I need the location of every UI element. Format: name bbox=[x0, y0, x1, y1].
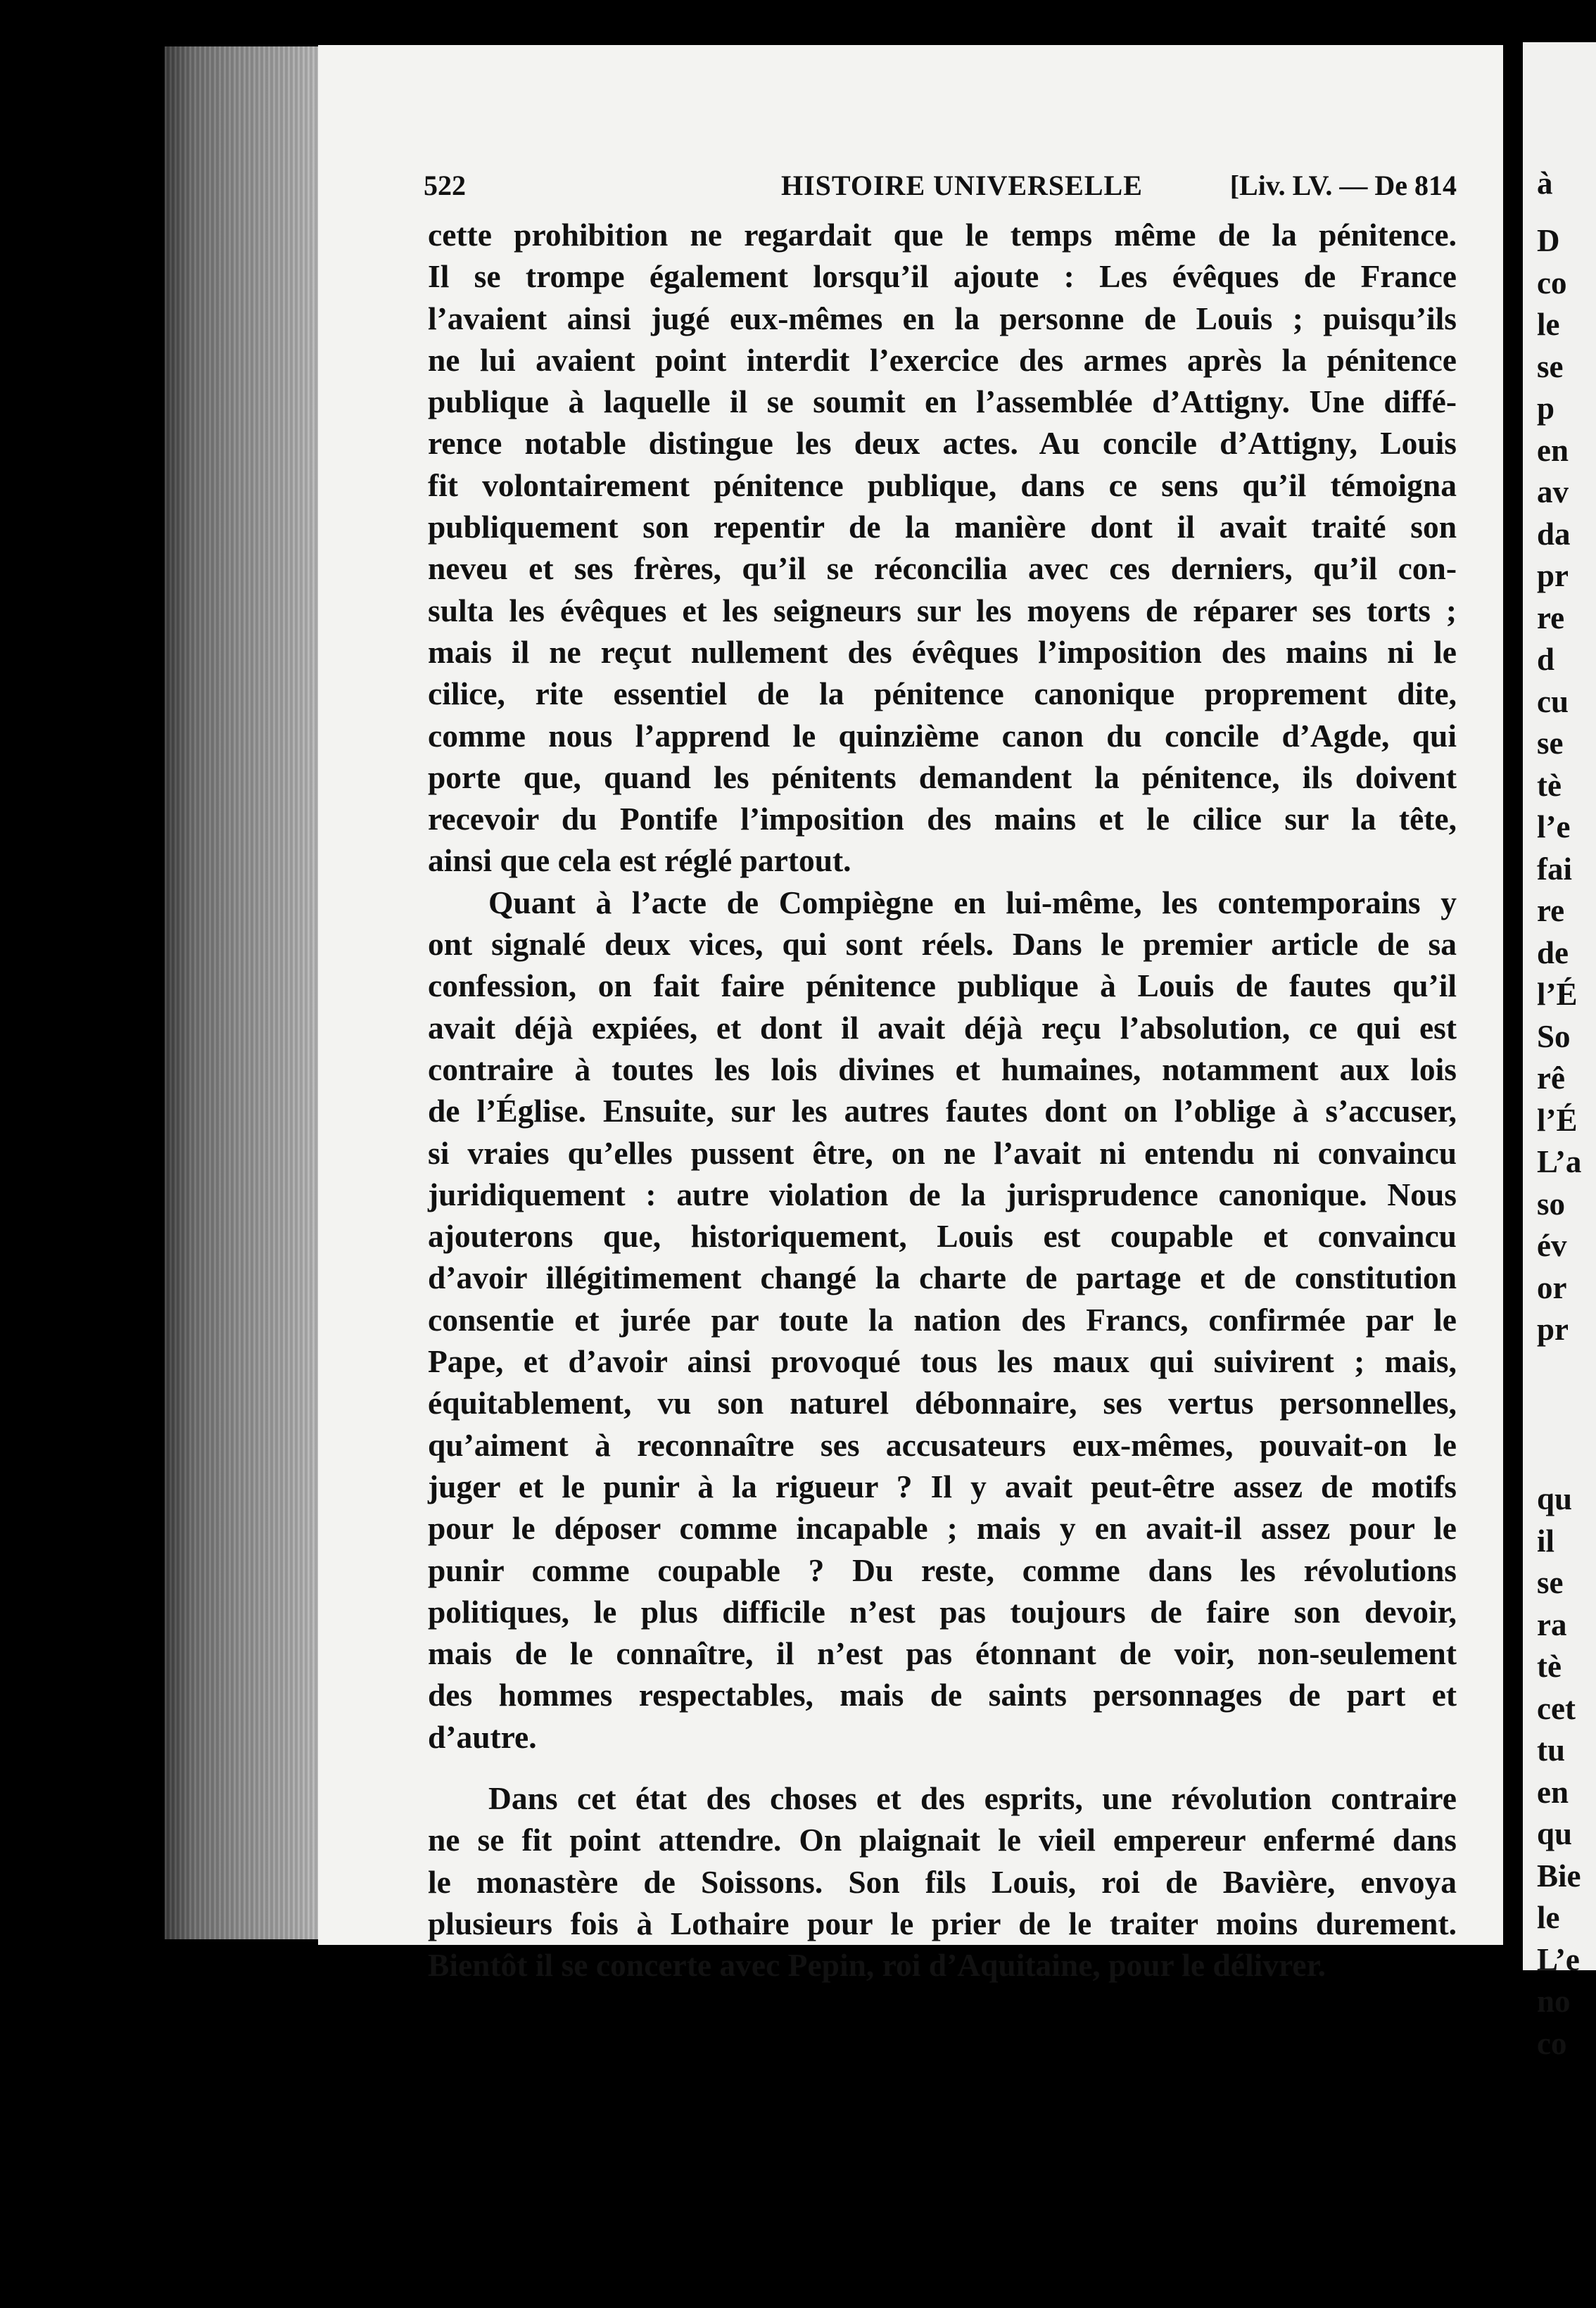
facing-page-fragment: l’É bbox=[1537, 1102, 1578, 1138]
text-line: équitablement, vu son naturel débonnaire, ses vertus personnelles, bbox=[428, 1385, 1457, 1421]
text-line: d’autre. bbox=[428, 1718, 537, 1755]
facing-page-fragment: l’e bbox=[1537, 809, 1571, 844]
facing-page-fragment: le bbox=[1537, 307, 1560, 342]
facing-page-fragment: d bbox=[1537, 642, 1555, 677]
facing-page-fragment: cet bbox=[1537, 1690, 1576, 1726]
text-line: d’avoir illégitimement changé la charte de partage et de constitution bbox=[428, 1260, 1457, 1296]
text-line: juger et le punir à la rigueur ? Il y avait peut-être assez de motifs bbox=[428, 1468, 1457, 1504]
facing-page-fragment: or bbox=[1537, 1269, 1567, 1305]
text-line: l’avaient ainsi jugé eux-mêmes en la personne de Louis ; puisqu’ils bbox=[428, 300, 1457, 336]
facing-page-fragment: pr bbox=[1537, 1312, 1569, 1347]
page-body bbox=[428, 214, 1457, 1986]
facing-page-fragment: se bbox=[1537, 348, 1564, 384]
paragraph-gap bbox=[428, 1758, 1457, 1777]
facing-page-fragment: So bbox=[1537, 1018, 1571, 1054]
facing-page-fragment: ra bbox=[1537, 1606, 1567, 1642]
text-line: recevoir du Pontife l’imposition des mains et le cilice sur la tête, bbox=[428, 801, 1457, 837]
facing-page-fragment: co bbox=[1537, 2025, 1567, 2061]
book-gutter bbox=[165, 46, 324, 1939]
facing-page-fragment: se bbox=[1537, 1565, 1564, 1600]
facing-page-fragment: L’a bbox=[1537, 1144, 1582, 1179]
text-line: pour le déposer comme incapable ; mais y en avait-il assez pour le bbox=[428, 1510, 1457, 1547]
text-line: confession, on fait faire pénitence publique à Louis de fautes qu’il bbox=[428, 968, 1457, 1004]
facing-page-fragment: se bbox=[1537, 725, 1564, 761]
text-line: publique à laquelle il se soumit en l’assemblée d’Attigny. Une diffé- bbox=[428, 383, 1457, 420]
text-line: mais de le connaître, il n’est pas étonnant de voir, non-seulement bbox=[428, 1635, 1457, 1672]
text-line: qu’aiment à reconnaître ses accusateurs eux-mêmes, pouvait-on le bbox=[428, 1426, 1457, 1463]
text-line: cilice, rite essentiel de la pénitence canonique proprement dite, bbox=[428, 676, 1457, 712]
text-line: publiquement son repentir de la manière dont il avait traité son bbox=[428, 509, 1457, 545]
text-line: ont signalé deux vices, qui sont réels. Dans le premier article de sa bbox=[428, 926, 1457, 963]
facing-page-fragment: so bbox=[1537, 1186, 1566, 1222]
gutter-page-edges bbox=[165, 46, 324, 1939]
paragraph bbox=[428, 882, 1457, 1758]
text-line: politiques, le plus difficile n’est pas toujours de faire son devoir, bbox=[428, 1593, 1457, 1630]
text-line: Dans cet état des choses et des esprits, une révolution contraire bbox=[488, 1780, 1457, 1816]
facing-page-fragment: fai bbox=[1537, 851, 1572, 887]
paragraph bbox=[428, 1777, 1457, 1986]
facing-page-fragment: év bbox=[1537, 1228, 1567, 1263]
facing-page-fragment: à bbox=[1537, 165, 1553, 201]
text-line: neveu et ses frères, qu’il se réconcilia avec ces derniers, qu’il con- bbox=[428, 550, 1457, 587]
facing-page-fragment: p bbox=[1537, 391, 1555, 426]
facing-page-fragment: tè bbox=[1537, 767, 1562, 803]
facing-page-fragment: il bbox=[1537, 1523, 1555, 1559]
text-line: Pape, et d’avoir ainsi provoqué tous les maux qui suivirent ; mais, bbox=[428, 1343, 1457, 1380]
text-line: sulta les évêques et les seigneurs sur les moyens de réparer ses torts ; bbox=[428, 592, 1457, 628]
text-line: ne lui avaient point interdit l’exercice des armes après la pénitence bbox=[428, 341, 1457, 378]
text-line: Quant à l’acte de Compiègne en lui-même, les contemporains y bbox=[488, 884, 1457, 920]
text-line: cette prohibition ne regardait que le temps même de la pénitence. bbox=[428, 217, 1457, 253]
facing-page-fragment: pr bbox=[1537, 558, 1569, 593]
text-line: si vraies qu’elles pussent être, on ne l’avait ni entendu ni convaincu bbox=[428, 1134, 1457, 1171]
facing-page-fragment: de bbox=[1537, 934, 1569, 970]
paragraph bbox=[428, 214, 1457, 882]
text-line: fit volontairement pénitence publique, dans ce sens qu’il témoigna bbox=[428, 467, 1457, 503]
facing-page-fragment: re bbox=[1537, 893, 1565, 928]
text-line: ajouterons que, historiquement, Louis est coupable et convaincu bbox=[428, 1218, 1457, 1255]
text-line: ne se fit point attendre. On plaignait le vieil empereur enfermé dans bbox=[428, 1822, 1457, 1858]
text-line: contraire à toutes les lois divines et humaines, notamment aux lois bbox=[428, 1051, 1457, 1087]
running-header bbox=[424, 169, 1457, 211]
facing-page-fragment: l’É bbox=[1537, 977, 1578, 1012]
facing-page-fragment: av bbox=[1537, 474, 1569, 509]
text-line: porte que, quand les pénitents demandent la pénitence, ils doivent bbox=[428, 759, 1457, 795]
text-line: mais il ne reçut nullement des évêques l’imposition des mains ni le bbox=[428, 633, 1457, 670]
facing-page-fragment: qu bbox=[1537, 1481, 1573, 1516]
text-line: consentie et jurée par toute la nation des Francs, confirmée par le bbox=[428, 1301, 1457, 1338]
text-line: punir comme coupable ? Du reste, comme dans les révolutions bbox=[428, 1552, 1457, 1588]
facing-page-fragment: L’e bbox=[1537, 1941, 1580, 1977]
facing-page-fragment: co bbox=[1537, 265, 1567, 300]
facing-page-fragment: re bbox=[1537, 600, 1565, 635]
text-line: plusieurs fois à Lothaire pour le prier de le traiter moins durement. bbox=[428, 1905, 1457, 1941]
facing-page-fragment: tu bbox=[1537, 1732, 1566, 1768]
text-line: ainsi que cela est réglé partout. bbox=[428, 842, 851, 879]
text-line: avait déjà expiées, et dont il avait déjà reçu l’absolution, ce qui est bbox=[428, 1009, 1457, 1046]
page-number: 522 bbox=[424, 170, 466, 201]
text-line: des hommes respectables, mais de saints personnages de part et bbox=[428, 1677, 1457, 1713]
facing-page-fragment: en bbox=[1537, 432, 1569, 468]
facing-page-fragment: D bbox=[1537, 223, 1560, 258]
facing-page-fragment: le bbox=[1537, 1900, 1560, 1935]
running-title: HISTOIRE UNIVERSELLE bbox=[781, 170, 1143, 201]
text-line: le monastère de Soissons. Son fils Louis, roi de Bavière, envoya bbox=[428, 1863, 1457, 1900]
facing-page-fragment: tè bbox=[1537, 1649, 1562, 1684]
facing-page-fragment: rê bbox=[1537, 1060, 1565, 1096]
text-line: de l’Église. Ensuite, sur les autres fautes dont on l’oblige à s’accuser, bbox=[428, 1093, 1457, 1129]
text-line: Il se trompe également lorsqu’il ajoute : Les évêques de France bbox=[428, 258, 1457, 295]
section-reference: [Liv. LV. — De 814 bbox=[1229, 170, 1457, 201]
facing-page-fragment: Bie bbox=[1537, 1858, 1581, 1894]
text-line: comme nous l’apprend le quinzième canon du concile d’Agde, qui bbox=[428, 717, 1457, 754]
facing-page-fragment: qu bbox=[1537, 1816, 1573, 1851]
facing-page-fragment: en bbox=[1537, 1774, 1569, 1810]
text-line: juridiquement : autre violation de la jurisprudence canonique. Nous bbox=[428, 1176, 1457, 1212]
text-line: Bientôt il se concerte avec Pepin, roi d’Aquitaine, pour le délivrer. bbox=[428, 1947, 1326, 1984]
facing-page-fragment: da bbox=[1537, 516, 1571, 552]
facing-page-fragment: no bbox=[1537, 1984, 1571, 2019]
text-line: rence notable distingue les deux actes. Au concile d’Attigny, Louis bbox=[428, 425, 1457, 462]
facing-page-fragment: cu bbox=[1537, 683, 1569, 719]
